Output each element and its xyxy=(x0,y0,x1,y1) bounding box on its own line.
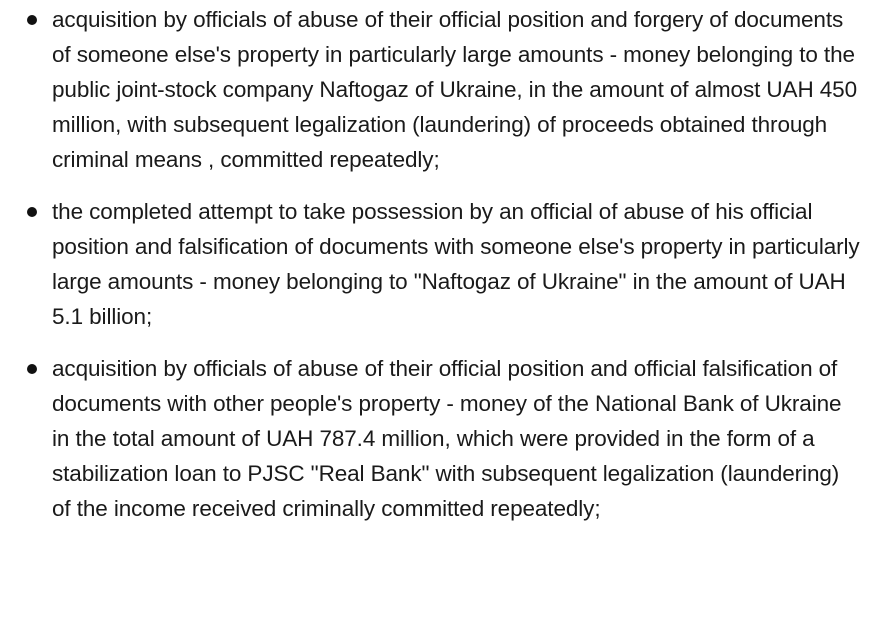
list-item xyxy=(0,351,876,526)
list-item-text: acquisition by officials of abuse of their official position and forgery of documents of someone else's property in particularly large amounts - money belonging to the public joint-stock company Naftogaz of Ukraine, in the amount of almost UAH 450 million, with subsequent legalization (laundering) of proceeds obtained through criminal means , committed repeatedly; xyxy=(52,7,858,172)
bullet-icon xyxy=(27,207,37,217)
charges-bullet-list xyxy=(0,2,876,543)
bullet-icon xyxy=(27,15,37,25)
list-item xyxy=(0,2,876,177)
list-item xyxy=(0,194,876,334)
list-item-text: acquisition by officials of abuse of their official position and official falsification of documents with other people's property - money of the National Bank of Ukraine in the total amount of UAH 787.4 million, which were provided in the form of a stabilization loan to PJSC "Real Bank" with subsequent legalization (laundering) of the income received criminally committed repeatedly; xyxy=(52,356,842,521)
bullet-icon xyxy=(27,364,37,374)
list-item-text: the completed attempt to take possession by an official of abuse of his official position and falsification of documents with someone else's property in particularly large amounts - money belonging to "Naftogaz of Ukraine" in the amount of UAH 5.1 billion; xyxy=(52,199,860,329)
